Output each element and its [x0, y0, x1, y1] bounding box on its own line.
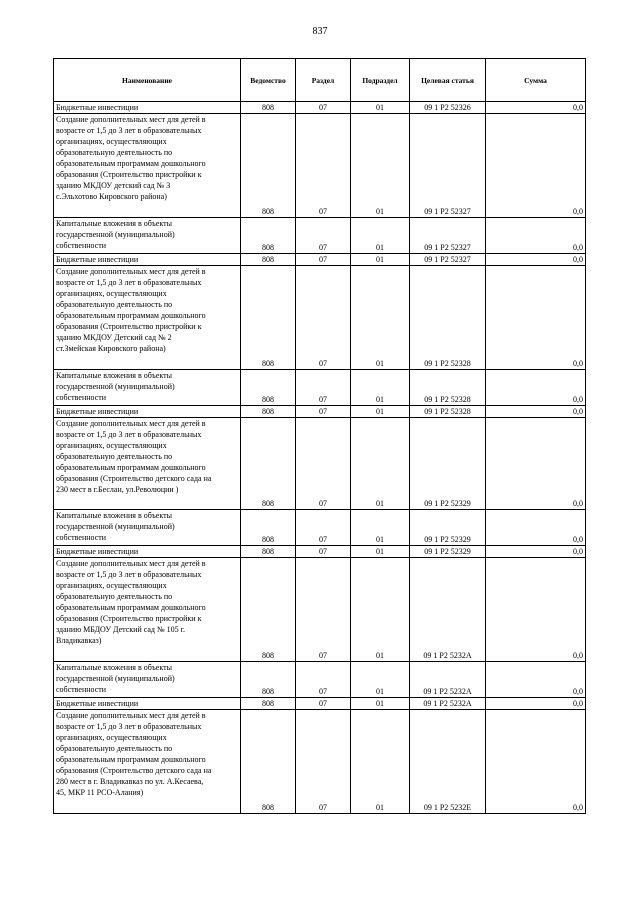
cell-name: Создание дополнительных мест для детей в возрасте от 1,5 до 3 лет в образовательных организациях, осуществляющих образовательную деятельность по образовательным программам дошкольного образования (Строительство пристройки к зданию МКДОУ Детский сад № 2 ст.Змейская Кировского района)	[54, 266, 241, 370]
cell-dept: 808	[241, 102, 296, 114]
cell-section: 07	[296, 266, 351, 370]
table-row	[54, 418, 586, 510]
table-row	[54, 218, 586, 254]
cell-sum: 0,0	[486, 254, 586, 266]
table-row	[54, 510, 586, 546]
cell-section: 07	[296, 102, 351, 114]
cell-article: 09 1 Р2 52326	[410, 102, 486, 114]
column-header-article: Целевая статья	[410, 59, 486, 102]
cell-article: 09 1 Р2 52327	[410, 114, 486, 218]
cell-sum: 0,0	[486, 546, 586, 558]
cell-subsection: 01	[351, 254, 410, 266]
table-row	[54, 698, 586, 710]
cell-sum: 0,0	[486, 266, 586, 370]
cell-sum: 0,0	[486, 218, 586, 254]
cell-article: 09 1 Р2 52328	[410, 370, 486, 406]
cell-article: 09 1 Р2 5232А	[410, 698, 486, 710]
cell-subsection: 01	[351, 406, 410, 418]
cell-section: 07	[296, 418, 351, 510]
cell-article: 09 1 Р2 5232А	[410, 662, 486, 698]
cell-name: Бюджетные инвестиции	[54, 546, 241, 558]
cell-subsection: 01	[351, 662, 410, 698]
column-header-subsection: Подраздел	[351, 59, 410, 102]
table-row	[54, 254, 586, 266]
cell-article: 09 1 Р2 52329	[410, 418, 486, 510]
cell-article: 09 1 Р2 5232А	[410, 558, 486, 662]
table-header-row	[54, 59, 586, 102]
cell-section: 07	[296, 546, 351, 558]
cell-subsection: 01	[351, 558, 410, 662]
cell-name: Капитальные вложения в объекты государственной (муниципальной) собственности	[54, 510, 241, 546]
cell-section: 07	[296, 218, 351, 254]
cell-name: Создание дополнительных мест для детей в возрасте от 1,5 до 3 лет в образовательных организациях, осуществляющих образовательную деятельность по образовательным программам дошкольного образования (Строительство детского сада на 230 мест в г.Беслан, ул.Революции )	[54, 418, 241, 510]
table-row	[54, 710, 586, 814]
cell-sum: 0,0	[486, 662, 586, 698]
cell-name: Создание дополнительных мест для детей в возрасте от 1,5 до 3 лет в образовательных организациях, осуществляющих образовательную деятельность по образовательным программам дошкольного образования (Строительство пристройки к зданию МКДОУ детский сад № 3 с.Эльхотово Кировского района)	[54, 114, 241, 218]
cell-dept: 808	[241, 266, 296, 370]
table-body	[54, 102, 586, 814]
cell-dept: 808	[241, 710, 296, 814]
cell-dept: 808	[241, 510, 296, 546]
cell-article: 09 1 Р2 52328	[410, 266, 486, 370]
budget-table	[53, 58, 586, 814]
cell-name: Бюджетные инвестиции	[54, 406, 241, 418]
table-row	[54, 114, 586, 218]
cell-sum: 0,0	[486, 370, 586, 406]
column-header-name: Наименование	[54, 59, 241, 102]
column-header-dept: Ведомство	[241, 59, 296, 102]
cell-subsection: 01	[351, 102, 410, 114]
cell-article: 09 1 Р2 52329	[410, 546, 486, 558]
column-header-section: Раздел	[296, 59, 351, 102]
cell-name: Бюджетные инвестиции	[54, 102, 241, 114]
cell-name: Создание дополнительных мест для детей в возрасте от 1,5 до 3 лет в образовательных организациях, осуществляющих образовательную деятельность по образовательным программам дошкольного образования (Строительство детского сада на 280 мест в г. Владикавказ по ул. А.Кесаева, 45, МКР 11 РСО-Алания)	[54, 710, 241, 814]
page-number: 837	[312, 26, 328, 37]
cell-section: 07	[296, 114, 351, 218]
table-row	[54, 370, 586, 406]
cell-subsection: 01	[351, 218, 410, 254]
cell-article: 09 1 Р2 52327	[410, 218, 486, 254]
cell-subsection: 01	[351, 510, 410, 546]
cell-subsection: 01	[351, 698, 410, 710]
table-row	[54, 662, 586, 698]
cell-sum: 0,0	[486, 558, 586, 662]
cell-subsection: 01	[351, 418, 410, 510]
table-row	[54, 546, 586, 558]
cell-sum: 0,0	[486, 114, 586, 218]
cell-sum: 0,0	[486, 510, 586, 546]
table-row	[54, 266, 586, 370]
cell-dept: 808	[241, 114, 296, 218]
cell-dept: 808	[241, 558, 296, 662]
cell-name: Капитальные вложения в объекты государственной (муниципальной) собственности	[54, 370, 241, 406]
cell-sum: 0,0	[486, 102, 586, 114]
table-row	[54, 102, 586, 114]
cell-section: 07	[296, 710, 351, 814]
cell-sum: 0,0	[486, 418, 586, 510]
cell-name: Капитальные вложения в объекты государственной (муниципальной) собственности	[54, 218, 241, 254]
cell-dept: 808	[241, 218, 296, 254]
cell-article: 09 1 Р2 5232Е	[410, 710, 486, 814]
cell-name: Бюджетные инвестиции	[54, 254, 241, 266]
cell-dept: 808	[241, 662, 296, 698]
cell-section: 07	[296, 662, 351, 698]
cell-article: 09 1 Р2 52328	[410, 406, 486, 418]
cell-dept: 808	[241, 406, 296, 418]
cell-dept: 808	[241, 546, 296, 558]
cell-subsection: 01	[351, 546, 410, 558]
table-row	[54, 406, 586, 418]
cell-dept: 808	[241, 370, 296, 406]
cell-name: Бюджетные инвестиции	[54, 698, 241, 710]
cell-article: 09 1 Р2 52327	[410, 254, 486, 266]
cell-name: Капитальные вложения в объекты государственной (муниципальной) собственности	[54, 662, 241, 698]
cell-section: 07	[296, 510, 351, 546]
cell-subsection: 01	[351, 370, 410, 406]
cell-sum: 0,0	[486, 710, 586, 814]
cell-dept: 808	[241, 418, 296, 510]
column-header-sum: Сумма	[486, 59, 586, 102]
cell-section: 07	[296, 558, 351, 662]
cell-sum: 0,0	[486, 698, 586, 710]
cell-subsection: 01	[351, 710, 410, 814]
cell-subsection: 01	[351, 114, 410, 218]
cell-section: 07	[296, 370, 351, 406]
cell-dept: 808	[241, 698, 296, 710]
cell-section: 07	[296, 254, 351, 266]
cell-subsection: 01	[351, 266, 410, 370]
cell-article: 09 1 Р2 52329	[410, 510, 486, 546]
cell-name: Создание дополнительных мест для детей в возрасте от 1,5 до 3 лет в образовательных организациях, осуществляющих образовательную деятельность по образовательным программам дошкольного образования (Строительство пристройки к зданию МБДОУ Детский сад № 105 г. Владикавказ)	[54, 558, 241, 662]
cell-dept: 808	[241, 254, 296, 266]
table-row	[54, 558, 586, 662]
cell-section: 07	[296, 698, 351, 710]
cell-section: 07	[296, 406, 351, 418]
cell-sum: 0,0	[486, 406, 586, 418]
